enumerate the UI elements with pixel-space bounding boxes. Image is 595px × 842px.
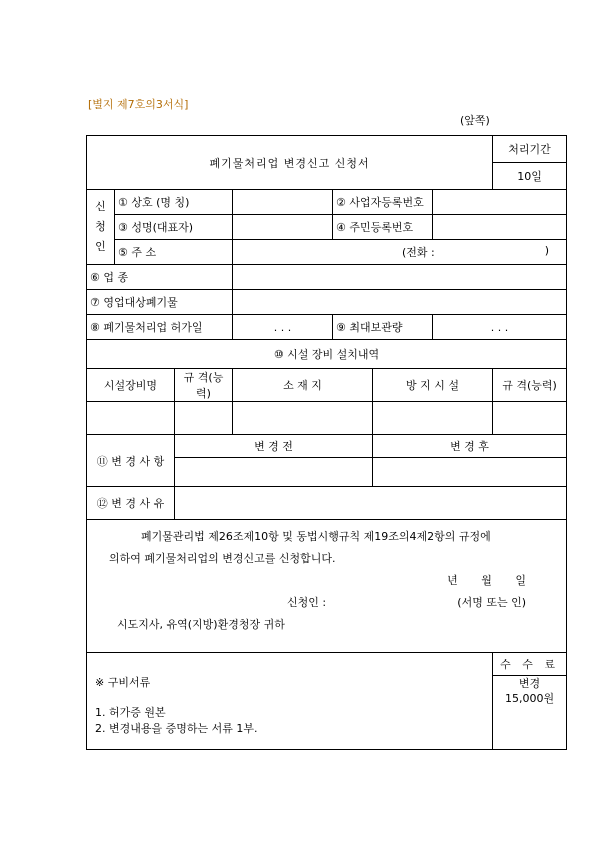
facility-location-field[interactable]	[233, 402, 373, 435]
form-number-label: [별지 제7호의3서식]	[88, 98, 189, 111]
document-item-1: 1. 허가증 원본	[95, 706, 166, 719]
business-type-label: ⑥ 업 종	[87, 265, 233, 290]
max-storage-label: ⑨ 최대보관량	[333, 315, 433, 340]
target-waste-field[interactable]	[233, 290, 567, 315]
facility-spec-field[interactable]	[175, 402, 233, 435]
facility-header-location: 소 재 지	[233, 369, 373, 402]
representative-name-field[interactable]	[233, 215, 333, 240]
permit-date-field[interactable]: . . .	[233, 315, 333, 340]
facility-spec-2-field[interactable]	[493, 402, 567, 435]
processing-period-value: 10일	[493, 163, 567, 190]
address-label: ⑤ 주 소	[115, 240, 233, 265]
max-storage-field[interactable]: . . .	[433, 315, 567, 340]
applicant-signature-label: 신청인 :	[287, 596, 327, 609]
resident-number-label: ④ 주민등록번호	[333, 215, 433, 240]
form-title: 폐기물처리업 변경신고 신청서	[87, 136, 493, 190]
phone-close: )	[544, 244, 550, 257]
declaration-line-2: 의하여 폐기물처리업의 변경신고를 신청합니다.	[109, 552, 336, 565]
fee-amount: 15,000원	[504, 692, 555, 706]
fee-value	[493, 676, 567, 750]
facility-header-prevention: 방 지 시 설	[373, 369, 493, 402]
required-documents	[87, 653, 493, 750]
company-name-field[interactable]	[233, 190, 333, 215]
resident-number-field[interactable]	[433, 215, 567, 240]
declaration-block	[87, 520, 567, 653]
declaration-line-1: 폐기물관리법 제26조제10항 및 동법시행규칙 제19조의4제2항의 규정에	[141, 530, 491, 543]
facility-name-field[interactable]	[87, 402, 175, 435]
fee-label: 수 수 료	[493, 653, 567, 676]
applicant-side-label: 신 청 인	[87, 190, 115, 265]
facility-prevention-field[interactable]	[373, 402, 493, 435]
declaration-date: 년 월 일	[447, 574, 527, 587]
company-name-label: ① 상호 (명 칭)	[115, 190, 233, 215]
application-form	[86, 135, 567, 750]
change-reason-field[interactable]	[175, 487, 567, 520]
processing-period-label: 처리기간	[493, 136, 567, 163]
facility-header-spec: 규 격(능력)	[175, 369, 233, 402]
recipient: 시도지사, 유역(지방)환경청장 귀하	[117, 618, 285, 631]
facility-section-title: ⑩ 시설 장비 설치내역	[87, 340, 567, 369]
fee-type: 변경	[518, 677, 541, 691]
phone-label: (전화 :	[402, 246, 435, 259]
business-type-field[interactable]	[233, 265, 567, 290]
documents-heading: ※ 구비서류	[95, 676, 151, 689]
representative-name-label: ③ 성명(대표자)	[115, 215, 233, 240]
facility-header-spec-2: 규 격(능력)	[493, 369, 567, 402]
change-after-header: 변 경 후	[373, 435, 567, 458]
document-item-2: 2. 변경내용을 증명하는 서류 1부.	[95, 722, 258, 735]
change-after-field[interactable]	[373, 458, 567, 487]
change-reason-label: ⑫ 변 경 사 유	[87, 487, 175, 520]
change-before-field[interactable]	[175, 458, 373, 487]
target-waste-label: ⑦ 영업대상폐기물	[87, 290, 233, 315]
permit-date-label: ⑧ 폐기물처리업 허가일	[87, 315, 233, 340]
change-before-header: 변 경 전	[175, 435, 373, 458]
business-number-field[interactable]	[433, 190, 567, 215]
facility-header-name: 시설장비명	[87, 369, 175, 402]
business-number-label: ② 사업자등록번호	[333, 190, 433, 215]
signature-or-seal: (서명 또는 인)	[457, 596, 527, 609]
change-items-label: ⑪ 변 경 사 항	[87, 435, 175, 487]
page-side-label: (앞쪽)	[460, 114, 490, 127]
address-field[interactable]	[233, 240, 567, 265]
